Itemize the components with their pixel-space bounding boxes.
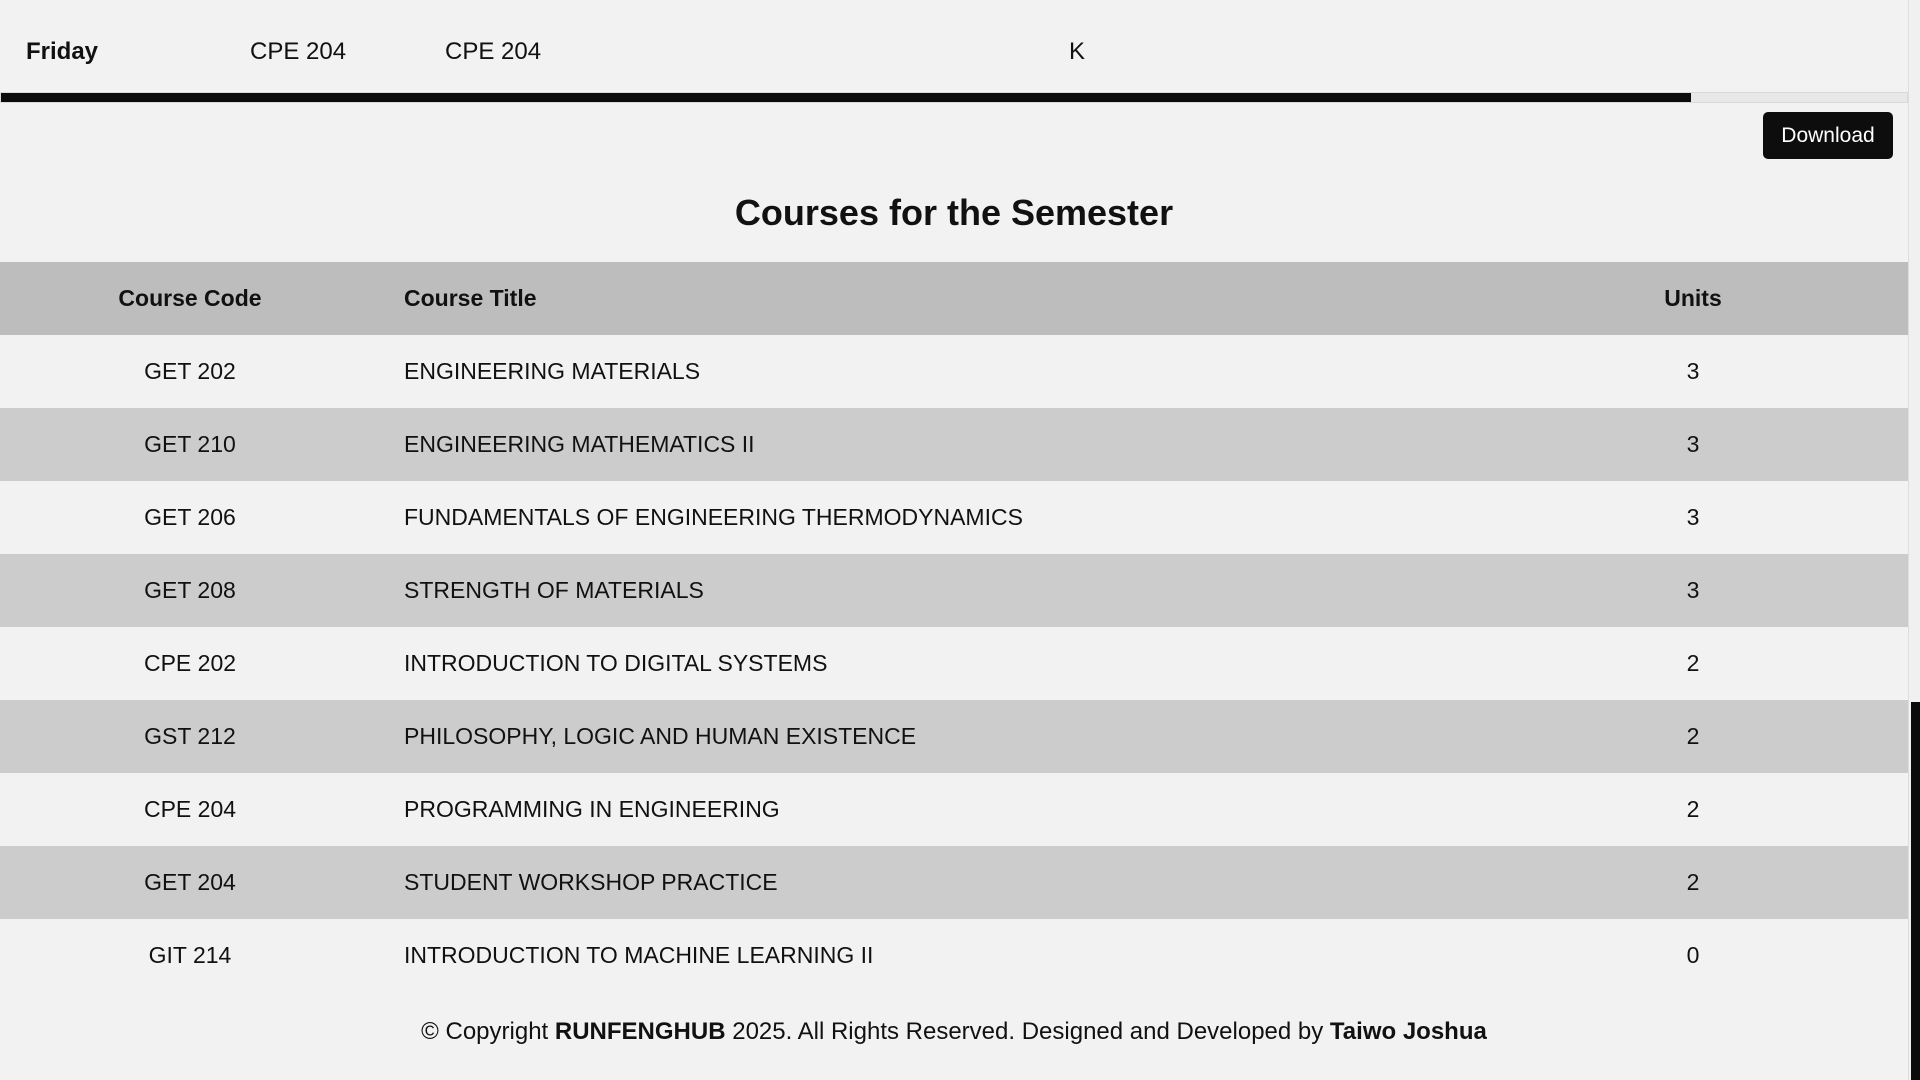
timetable-day: Friday xyxy=(26,38,99,65)
footer-middle: 2025. All Rights Reserved. Designed and Developed by xyxy=(725,1018,1330,1045)
courses-table xyxy=(0,262,1908,992)
vertical-scrollbar-thumb[interactable] xyxy=(1911,702,1920,1080)
course-units-cell: 3 xyxy=(1686,504,1700,530)
timetable-cell: CPE 204 xyxy=(445,38,542,65)
course-title-cell: STRENGTH OF MATERIALS xyxy=(404,577,704,603)
timetable-cell: K xyxy=(1069,38,1086,65)
course-units-cell: 2 xyxy=(1686,723,1700,749)
course-title-cell: PROGRAMMING IN ENGINEERING xyxy=(404,796,780,822)
download-button[interactable]: Download xyxy=(1763,112,1893,159)
timetable-cell: CPE 204 xyxy=(250,38,347,65)
table-row xyxy=(0,335,1908,408)
vertical-scrollbar[interactable] xyxy=(1908,0,1920,1080)
course-title-cell: INTRODUCTION TO MACHINE LEARNING II xyxy=(404,942,874,968)
course-code-cell: GST 212 xyxy=(144,723,236,749)
table-row xyxy=(0,919,1908,992)
course-title-cell: ENGINEERING MATERIALS xyxy=(404,358,701,384)
course-code-cell: GET 208 xyxy=(144,577,236,603)
header-course-code: Course Code xyxy=(118,285,262,311)
course-code-cell: CPE 202 xyxy=(143,650,237,676)
course-title-cell: STUDENT WORKSHOP PRACTICE xyxy=(404,869,778,895)
course-units-cell: 2 xyxy=(1686,650,1700,676)
course-units-cell: 3 xyxy=(1686,358,1700,384)
table-row xyxy=(0,481,1908,554)
horizontal-scrollbar-thumb[interactable] xyxy=(1,93,1691,102)
table-row xyxy=(0,773,1908,846)
header-course-title: Course Title xyxy=(404,285,537,311)
course-title-cell: ENGINEERING MATHEMATICS II xyxy=(404,431,755,457)
course-title-cell: INTRODUCTION TO DIGITAL SYSTEMS xyxy=(404,650,828,676)
horizontal-scrollbar[interactable] xyxy=(0,92,1908,103)
header-units: Units xyxy=(1664,285,1722,311)
table-row xyxy=(0,408,1908,481)
course-code-cell: CPE 204 xyxy=(143,796,237,822)
footer-author: Taiwo Joshua xyxy=(1329,1018,1487,1045)
course-units-cell: 2 xyxy=(1686,869,1700,895)
course-units-cell: 2 xyxy=(1686,796,1700,822)
footer-copyright xyxy=(0,1018,1908,1046)
footer-brand: RUNFENGHUB xyxy=(554,1018,726,1045)
course-title-cell: PHILOSOPHY, LOGIC AND HUMAN EXISTENCE xyxy=(404,723,917,749)
table-row xyxy=(0,554,1908,627)
course-units-cell: 3 xyxy=(1686,577,1700,603)
course-code-cell: GET 204 xyxy=(144,869,236,895)
table-row xyxy=(0,627,1908,700)
course-code-cell: GET 206 xyxy=(144,504,236,530)
table-row xyxy=(0,700,1908,773)
course-code-cell: GIT 214 xyxy=(148,942,232,968)
table-header-row xyxy=(0,262,1908,335)
table-row xyxy=(0,846,1908,919)
section-title: Courses for the Semester xyxy=(734,192,1174,233)
courses-table-body xyxy=(0,335,1908,992)
course-title-cell: FUNDAMENTALS OF ENGINEERING THERMODYNAMICS xyxy=(404,504,1023,530)
course-units-cell: 0 xyxy=(1686,942,1700,968)
course-code-cell: GET 210 xyxy=(144,431,236,457)
course-code-cell: GET 202 xyxy=(144,358,236,384)
course-units-cell: 3 xyxy=(1686,431,1700,457)
footer-prefix: © Copyright xyxy=(421,1018,555,1045)
timetable-row-friday xyxy=(0,0,1908,100)
